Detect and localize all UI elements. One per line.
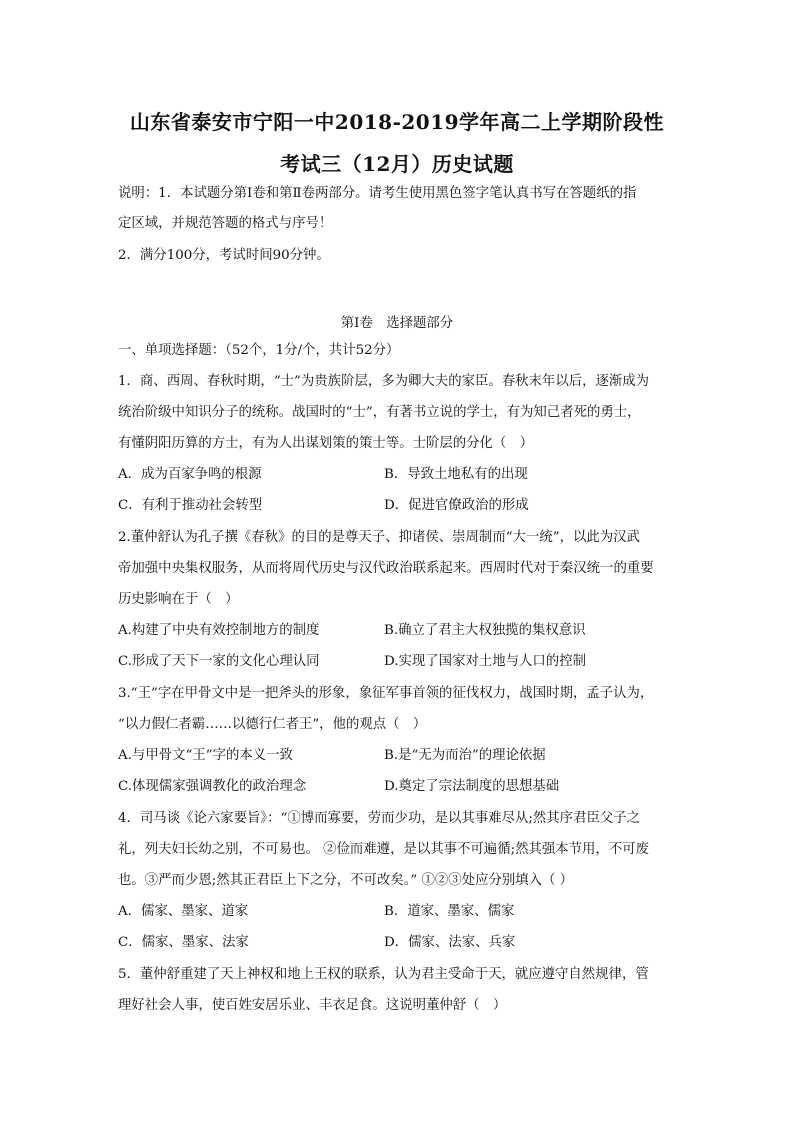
question-5-line-1: 5．董仲舒重建了天上神权和地上王权的联系，认为君主受命于天，就应遵守自然规律，管 xyxy=(118,967,649,982)
section-heading: 第Ⅰ卷 选择题部分 xyxy=(340,316,454,331)
exam-title-line-1: 山东省泰安市宁阳一中2018-2019学年高二上学期阶段性 xyxy=(129,110,665,134)
question-1-line-3: 有懂阴阳历算的方士，有为人出谋划策的策士等。士阶层的分化（ ） xyxy=(118,436,534,451)
instructions-line-1: 说明：1．本试题分第Ⅰ卷和第Ⅱ卷两部分。请考生使用黑色签字笔认真书写在答题纸的指 xyxy=(118,186,637,201)
question-4-line-1: 4．司马谈《论六家要旨》：“①博而寡要，劳而少功，是以其事难尽从;然其序君臣父子之 xyxy=(118,811,641,826)
question-2-option-b: B.确立了君主大权独揽的集权意识 xyxy=(384,623,586,638)
question-1-line-1: 1．商、西周、春秋时期，“士”为贵族阶层，多为卿大夫的家臣。春秋末年以后，逐渐成为 xyxy=(118,374,650,389)
question-3-line-1: 3.“王”字在甲骨文中是一把斧头的形象，象征军事首领的征伐权力，战国时期，孟子认为， xyxy=(118,686,654,701)
instructions-line-3: 2．满分100分，考试时间90分钟。 xyxy=(118,248,330,263)
question-1-option-c: C．有利于推动社会转型 xyxy=(118,498,263,513)
question-2-line-3: 历史影响在于（ ） xyxy=(118,592,239,607)
question-1-option-d: D．促进官僚政治的形成 xyxy=(384,498,529,513)
question-1-option-b: B．导致土地私有的出现 xyxy=(384,467,528,482)
question-3-line-2: “以力假仁者霸……以德行仁者王”，他的观点（ ） xyxy=(118,717,427,732)
question-3-option-b: B.是“无为而治”的理论依据 xyxy=(384,748,546,763)
question-4-option-c: C．儒家、墨家、法家 xyxy=(118,935,249,950)
question-4-option-a: A．儒家、墨家、道家 xyxy=(118,904,249,919)
question-4-line-3: 也。③严而少恩;然其正君臣上下之分，不可改矣。” ①②③处应分别填入（ ） xyxy=(118,873,574,888)
question-4-option-d: D．儒家、法家、兵家 xyxy=(384,935,516,950)
exam-title-line-2: 考试三（12月）历史试题 xyxy=(280,152,514,176)
question-2-option-a: A.构建了中央有效控制地方的制度 xyxy=(118,623,320,638)
question-2-line-1: 2.董仲舒认为孔子撰《春秋》的目的是尊天子、抑诸侯、崇周制而“大一统”，以此为汉武 xyxy=(118,530,640,545)
question-2-option-d: D.实现了国家对土地与人口的控制 xyxy=(384,654,586,669)
question-5-line-2: 理好社会人事，使百姓安居乐业、丰衣足食。这说明董仲舒（ ） xyxy=(118,998,507,1013)
instructions-line-2: 定区域，并规范答题的格式与序号！ xyxy=(118,216,333,231)
question-3-option-d: D.奠定了宗法制度的思想基础 xyxy=(384,779,560,794)
question-4-option-b: B．道家、墨家、儒家 xyxy=(384,904,515,919)
question-2-line-2: 帝加强中央集权服务，从而将周代历史与汉代政治联系起来。西周时代对于秦汉统一的重要 xyxy=(118,561,654,576)
question-1-line-2: 统治阶级中知识分子的统称。战国时的“士”，有著书立说的学士，有为知己者死的勇士， xyxy=(118,405,641,420)
question-4-line-2: 礼，列夫妇长幼之别，不可易也。 ②俭而难遵，是以其事不可遍循;然其强本节用，不可废 xyxy=(118,842,649,857)
part-label: 一、单项选择题：（52个，1分/个，共计52分） xyxy=(118,343,400,358)
question-3-option-c: C.体现儒家强调教化的政治理念 xyxy=(118,779,307,794)
question-2-option-c: C.形成了天下一家的文化心理认同 xyxy=(118,654,320,669)
question-1-option-a: A．成为百家争鸣的根源 xyxy=(118,467,262,482)
question-3-option-a: A.与甲骨文“王”字的本义一致 xyxy=(118,748,293,763)
